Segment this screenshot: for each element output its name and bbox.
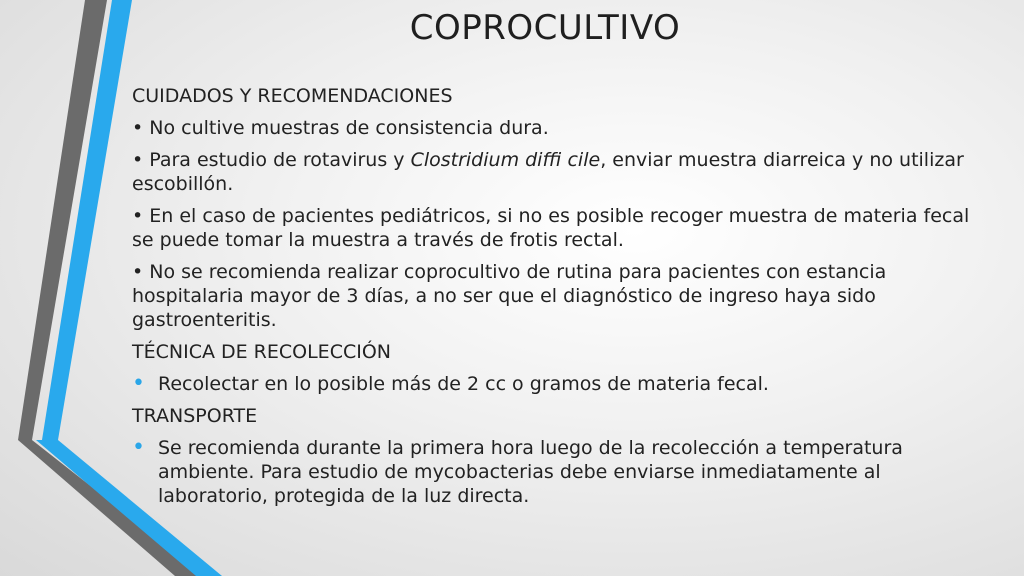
care-item-4: • No se recomienda realizar coprocultivo de rutina para pacientes con estancia hospitalaria mayor de 3 días, a no ser que el diagnóstico de ingreso haya sido gastroenteritis. xyxy=(132,261,887,331)
transport-item-1-text: Se recomienda durante la primera hora luego de la recolección a temperatura ambiente. Para estudio de mycobacterias debe enviarse inmediatamente al laboratorio, protegida de la luz directa. xyxy=(158,437,903,507)
technique-item-1 xyxy=(132,372,972,396)
care-heading: CUIDADOS Y RECOMENDACIONES xyxy=(132,85,453,107)
slide-title: COPROCULTIVO xyxy=(409,8,681,48)
care-item-2 xyxy=(132,148,972,196)
technique-item-1-text: Recolectar en lo posible más de 2 cc o gramos de materia fecal. xyxy=(158,373,769,395)
bullet-icon: • xyxy=(132,371,145,396)
care-item-2-italic: Clostridium diffi cile xyxy=(410,149,601,171)
transport-item-1 xyxy=(132,436,972,508)
technique-heading: TÉCNICA DE RECOLECCIÓN xyxy=(132,341,391,363)
transport-heading: TRANSPORTE xyxy=(132,405,258,427)
slide-body xyxy=(132,84,972,516)
bullet-icon: • xyxy=(132,435,145,460)
care-item-2-post: , enviar muestra diarreica y no utilizar escobillón. xyxy=(132,149,964,195)
care-item-2-pre: • Para estudio de rotavirus y xyxy=(132,149,411,171)
care-item-3: • En el caso de pacientes pediátricos, si no es posible recoger muestra de materia fecal se puede tomar la muestra a través de frotis rectal. xyxy=(132,205,970,251)
care-item-1: • No cultive muestras de consistencia dura. xyxy=(132,117,549,139)
